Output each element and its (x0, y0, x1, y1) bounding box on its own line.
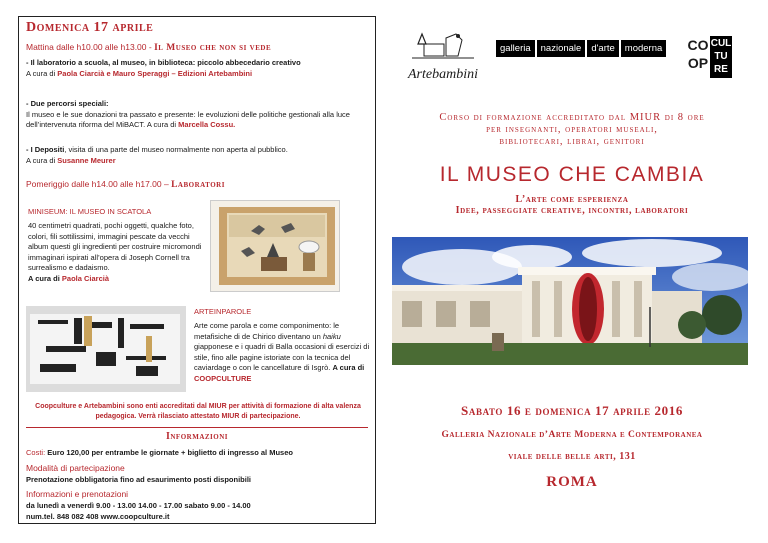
miniseum-curator-line (28, 274, 206, 285)
afternoon-heading (26, 179, 225, 190)
course-description (392, 112, 752, 148)
artebambini-logo (404, 30, 482, 82)
booking-contact: num.tel. 848 082 408 www.coopculture.it (26, 511, 170, 521)
lab-curator: Paola Ciarcià e Mauro Speraggi – Edizioni Artebambini (57, 68, 253, 78)
arteinparole-curator: COOPCULTURE (194, 373, 252, 383)
costs-label: Costi: (26, 448, 46, 457)
depositi-title: - I Depositi (26, 145, 65, 154)
morning-time: Mattina dalle h10.00 alle h13.00 - (26, 42, 155, 52)
subtitle-1: L’arte come esperienza (515, 194, 629, 205)
booking-hours: da lunedì a venerdì 9.00 - 13.00 14.00 - 17.00 sabato 9.00 - 14.00 (26, 501, 251, 510)
sunday-title: Domenica 17 aprile (26, 20, 154, 35)
gallery-word-1: galleria (496, 40, 535, 57)
depositi-block (26, 145, 371, 166)
coop-logo-tu: TU (714, 51, 728, 62)
museum-photo (392, 237, 748, 365)
coop-logo-re: RE (714, 64, 728, 75)
paths-title: - Due percorsi speciali: (26, 99, 109, 108)
miniseum-text: 40 centimetri quadrati, pochi oggetti, qualche foto, colori, fili sottilissimi, immagini pescate da vecchi album questi gli ingredienti per costruire micromondi immaginari ispirati all’opera di Joseph Cornell tra surrealismo e dadaismo. (28, 221, 202, 272)
depositi-curator: Susanne Meurer (57, 155, 116, 165)
event-venue: Galleria Nazionale d’Arte Moderna e Contemporanea (441, 430, 703, 440)
miniseum-title: MINISEUM: IL MUSEO IN SCATOLA (28, 207, 152, 216)
artebambini-logo-icon (404, 30, 482, 62)
morning-heading (26, 42, 271, 53)
miniseum-photo (210, 200, 340, 292)
afternoon-title: Laboratori (171, 180, 225, 190)
paths-block (26, 99, 371, 131)
course-line-1: Corso di formazione accreditato dal MIUR di 8 ore (439, 112, 705, 123)
main-title: IL MUSEO CHE CAMBIA (439, 163, 705, 186)
coop-logo-cul: CUL (710, 38, 732, 49)
depositi-curator-prefix: A cura di (26, 155, 58, 165)
costs-text: Euro 120,00 per entrambe le giornate + biglietto di ingresso al Museo (45, 448, 293, 457)
booking-title: Informazioni e prenotazioni (26, 489, 129, 499)
afternoon-time: Pomeriggio dalle h14.00 alle h17.00 – (26, 179, 172, 189)
subtitles (392, 194, 752, 216)
depositi-line (26, 145, 371, 156)
lab-curator-prefix: A cura di (26, 68, 58, 78)
arteinparole-curator-prefix: A cura di (332, 363, 365, 372)
depositi-curator-line (26, 156, 371, 167)
morning-title: Il Museo che non si vede (154, 43, 272, 53)
miniseum-curator: Paola Ciarcià (61, 273, 110, 283)
gallery-word-2: nazionale (537, 40, 586, 57)
coop-logo-co: CO (687, 37, 709, 53)
arteinparole-haiku: haiku (322, 331, 341, 341)
museum-facade-illustration (392, 237, 748, 365)
coop-logo-right (710, 36, 732, 78)
costs-line (26, 448, 371, 459)
miniseum-block (28, 221, 206, 284)
lab-line: - Il laboratorio a scuola, al museo, in biblioteca: piccolo abbecedario creativo (26, 58, 301, 67)
miniseum-box-illustration (211, 201, 340, 292)
event-address: viale delle belle arti, 131 (508, 451, 636, 462)
artebambini-wordmark: Artebambini (408, 67, 478, 82)
coopculture-logo (686, 36, 738, 78)
paths-curator: Marcella Cossu. (178, 120, 236, 129)
course-line-2: per insegnanti, operatori museali, (486, 124, 658, 135)
info-divider (26, 427, 368, 428)
arteinparole-collage-illustration (26, 306, 186, 392)
arteinparole-photo (26, 306, 186, 392)
accredited-note: Coopculture e Artebambini sono enti accreditati dal MIUR per attività di formazione di alta valenza pedagogica. Verrà rilasciato attestato MIUR di partecipazione. (35, 403, 361, 420)
gallery-word-4: moderna (621, 40, 667, 57)
arteinparole-block (194, 321, 370, 384)
coop-logo-op: OP (687, 55, 709, 71)
booking-block (26, 501, 371, 522)
mode-title: Modalità di partecipazione (26, 463, 125, 473)
lab-block (26, 58, 371, 79)
mode-text: Prenotazione obbligatoria fino ad esaurimento posti disponibili (26, 475, 252, 484)
arteinparole-title: ARTEINPAROLE (194, 307, 252, 316)
gallery-logo (496, 40, 666, 57)
event-city: ROMA (546, 474, 598, 490)
miniseum-curator-prefix: A cura di (28, 273, 62, 283)
event-dates: Sabato 16 e domenica 17 aprile 2016 (461, 403, 683, 418)
subtitle-2: Idee, passeggiate creative, incontri, laboratori (455, 205, 689, 216)
lab-curator-line (26, 69, 371, 80)
arteinparole-text-1: Arte come parola e come componimento: le metafisiche di de Chirico diventano un (194, 321, 340, 341)
paths-text-line (26, 110, 371, 131)
info-title: Informazioni (165, 431, 228, 442)
gallery-word-3: d'arte (587, 40, 618, 57)
depositi-text: , visita di una parte del museo normalmente non aperta al pubblico. (64, 145, 288, 154)
course-line-3: bibliotecari, librai, genitori (499, 136, 645, 147)
arteinparole-text-2: giapponese e i quadri di Balla occasioni di esercizi di stile, fino alle pagine istoriate con la tecnica del caviardage o con le cancellature di Isgrò. (194, 342, 370, 372)
paths-text: Il museo e le sue donazioni tra passato e presente: le evoluzioni delle politiche gestionali alla luce dell’intervenuta riforma del MiBACT. A cura di (26, 109, 350, 129)
coop-logo-left (686, 36, 710, 78)
